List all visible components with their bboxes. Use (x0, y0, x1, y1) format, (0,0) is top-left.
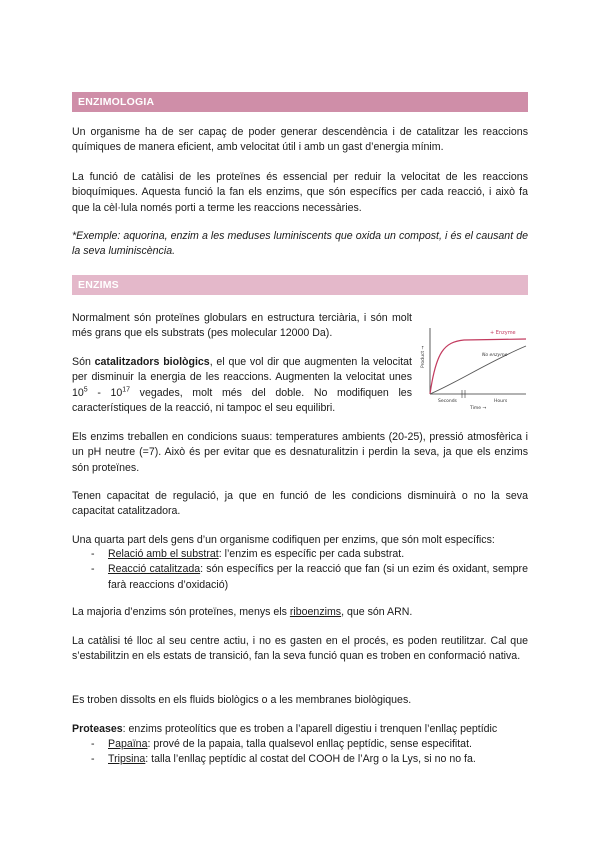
bold-term: Proteases (72, 723, 123, 735)
section-title: ENZIMS (78, 279, 119, 291)
proteases-list (72, 737, 528, 768)
paragraph: Són catalitzadors biològics, el que vol dir que augmenten la velocitat per disminuir la energia de les reaccions. Augmenten la velocitat unes $10^5 - 10^{17}$ vegades, molt més del doble. No modifiquen les característiques de la reacció, ni tampoc el seu equilibri. (72, 356, 412, 414)
paragraph: Normalment són proteïnes globulars en estructura terciària, i són molt més grans que els substrats (pes molecular 12000 Da). (72, 312, 412, 340)
paragraph: Els enzims treballen en condicions suaus: temperatures ambients (20-25), pressió atmosfèrica i un pH neutre (=7). Això és per evitar que es desnaturalitzin i perdin la seva, ja que els enzims són proteïnes. (72, 431, 528, 474)
section-title: ENZIMOLOGIA (78, 96, 155, 108)
label-no-enzyme: No enzyme (482, 353, 508, 358)
bold-term: catalitzadors biològics (94, 356, 210, 368)
x-axis-label: Time → (470, 406, 487, 411)
specificity-list (72, 547, 528, 593)
list-item: - Tripsina: talla l’enllaç peptídic al costat del COOH de l’Arg o la Lys, si no no fa. (72, 752, 528, 767)
paragraph: Una quarta part dels gens d’un organisme codifiquen per enzims, que són molt específics: (72, 534, 495, 546)
tick-hours: Hours (494, 399, 508, 404)
section-header-enzims (72, 275, 528, 295)
example-note: *Exemple: aquorina, enzim a les meduses luminiscents que oxida un compost, i és el causant de la seva luminiscència. (72, 230, 528, 258)
paragraph: Un organisme ha de ser capaç de poder generar descendència i de catalitzar les reaccions químiques de manera eficient, amb velocitat útil i amb un gast d’energia mínim. (72, 126, 528, 154)
list-item: - Papaïna: prové de la papaia, talla qualsevol enllaç peptídic, sense especifitat. (72, 737, 528, 752)
paragraph: Proteases: enzims proteolítics que es troben a l’aparell digestiu i trenquen l’enllaç peptídic (72, 723, 498, 735)
paragraph: Tenen capacitat de regulació, ja que en funció de les condicions disminuirà o no la seva capacitat catalitzadora. (72, 490, 528, 518)
label-enzyme: + Enzyme (490, 330, 516, 336)
reaction-progress-chart (418, 322, 530, 412)
section-header-enzimologia (72, 92, 528, 112)
list-item: - Relació amb el substrat: l’enzim es específic per cada substrat. (72, 547, 528, 562)
paragraph: La catàlisi té lloc al seu centre actiu, i no es gasten en el procés, es poden reutilitzar. Cal que s’estabilitzin en els estats de transició, fan la seva funció quan es troben en conformació nativa. (72, 635, 528, 663)
y-axis-label: Product → (421, 345, 426, 368)
paragraph: Es troben dissolts en els fluids biològics o a les membranes biològiques. (72, 694, 412, 706)
tick-seconds: Seconds (438, 399, 457, 404)
list-item: - Reacció catalitzada: són específics per la reacció que fan (si un ezim és oxidant, sempre farà reaccions d’oxidació) (72, 562, 528, 593)
no-enzyme-curve (430, 346, 526, 394)
enzyme-curve (430, 339, 526, 394)
paragraph: La majoria d’enzims són proteïnes, menys els riboenzims, que són ARN. (72, 606, 413, 618)
paragraph: La funció de catàlisi de les proteïnes és essencial per reduir la velocitat de les reaccions bioquímiques. Aquesta funció la fan els enzims, que són específics per cada reacció, i això fa que la cèl·lula només porti a terme les reaccions necessàries. (72, 171, 528, 214)
